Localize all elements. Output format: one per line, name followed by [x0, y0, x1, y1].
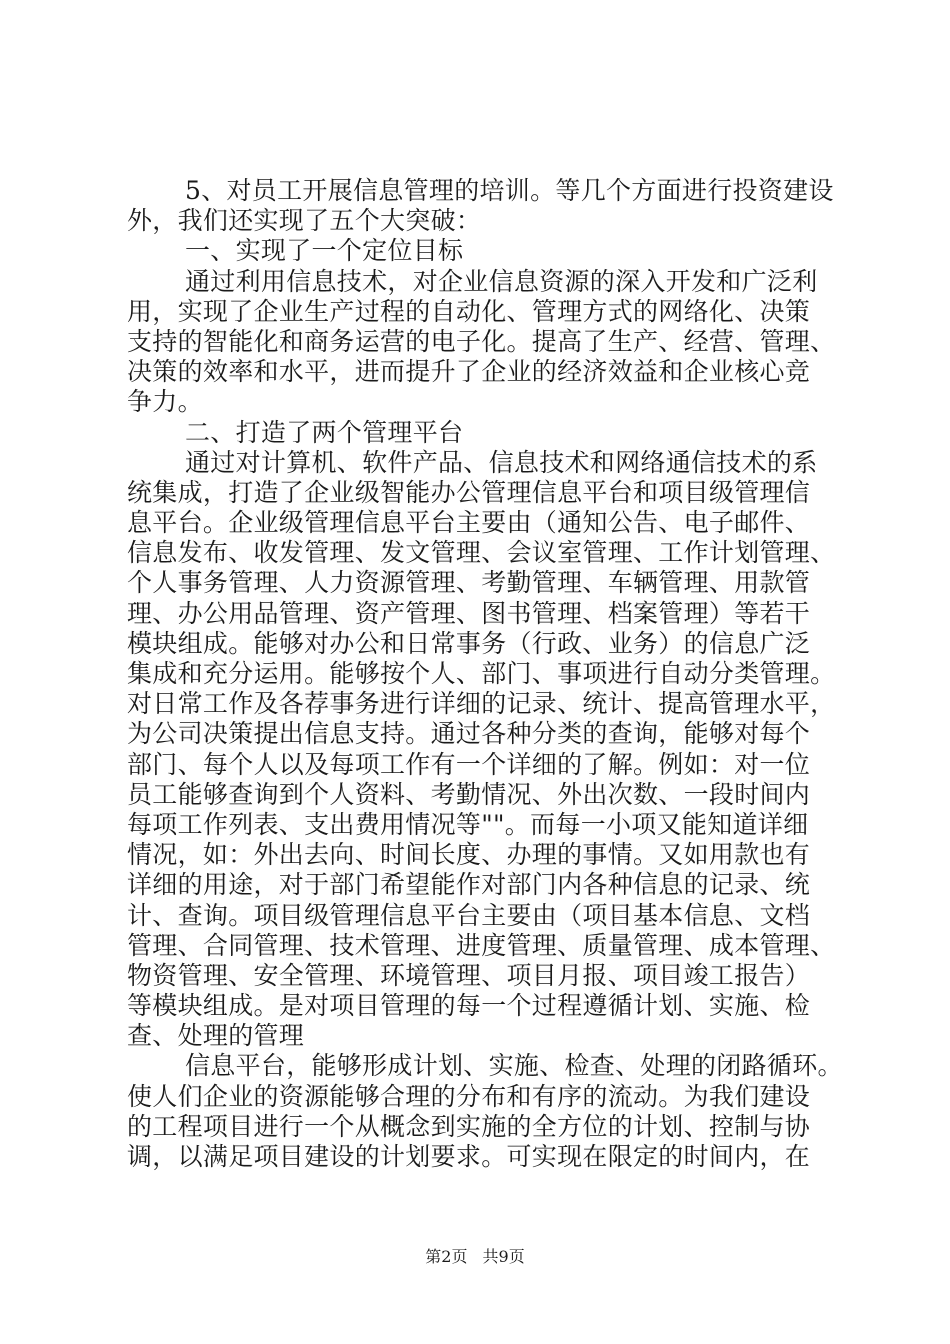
paragraph-line: 每项工作列表、支出费用情况等""。而每一小项又能知道详细 [127, 809, 809, 839]
paragraph-line: 员工能够查询到个人资料、考勤情况、外出次数、一段时间内 [127, 779, 811, 809]
paragraph-line: 部门、每个人以及每项工作有一个详细的了解。例如：对一位 [127, 749, 811, 779]
section-heading: 二、打造了两个管理平台 [185, 417, 464, 447]
paragraph-line: 物资管理、安全管理、环境管理、项目月报、项目竣工报告） [127, 960, 811, 990]
document-body [127, 176, 857, 1172]
paragraph-line: 调，以满足项目建设的计划要求。可实现在限定的时间内，在 [127, 1142, 811, 1171]
paragraph-line: 管理、合同管理、技术管理、进度管理、质量管理、成本管理、 [127, 930, 836, 960]
paragraph-line: 情况，如：外出去向、时间长度、办理的事情。又如用款也有 [127, 840, 811, 870]
page-total: 共9页 [482, 1247, 525, 1266]
paragraph-line: 5、对员工开展信息管理的培训。等几个方面进行投资建设 [185, 176, 834, 205]
paragraph-line: 支持的智能化和商务运营的电子化。提高了生产、经营、管理、 [127, 326, 836, 356]
section-heading: 一、实现了一个定位目标 [185, 236, 464, 266]
paragraph-line: 个人事务管理、人力资源管理、考勤管理、车辆管理、用款管 [127, 568, 811, 598]
paragraph-line: 的工程项目进行一个从概念到实施的全方位的计划、控制与协 [127, 1111, 811, 1141]
paragraph-line: 模块组成。能够对办公和日常事务（行政、业务）的信息广泛 [127, 628, 811, 658]
paragraph-line: 理、办公用品管理、资产管理、图书管理、档案管理）等若干 [127, 598, 811, 628]
page-footer [0, 1244, 950, 1267]
paragraph-line: 用，实现了企业生产过程的自动化、管理方式的网络化、决策 [127, 296, 811, 326]
paragraph-line: 查、处理的管理 [127, 1021, 305, 1051]
paragraph-line: 外，我们还实现了五个大突破： [127, 206, 482, 236]
paragraph-line: 计、查询。项目级管理信息平台主要由（项目基本信息、文档 [127, 900, 811, 930]
page-number: 第2页 [425, 1247, 468, 1266]
paragraph-line: 集成和充分运用。能够按个人、部门、事项进行自动分类管理。 [127, 659, 836, 688]
paragraph-line: 使人们企业的资源能够合理的分布和有序的流动。为我们建设 [127, 1081, 811, 1111]
paragraph-line: 信息平台，能够形成计划、实施、检查、处理的闭路循环。 [185, 1051, 843, 1081]
paragraph-line: 通过利用信息技术，对企业信息资源的深入开发和广泛利 [185, 266, 818, 296]
paragraph-line: 决策的效率和水平，进而提升了企业的经济效益和企业核心竞 [127, 357, 811, 387]
paragraph-line: 详细的用途，对于部门希望能作对部门内各种信息的记录、统 [127, 870, 811, 900]
paragraph-line: 争力。 [127, 387, 203, 417]
paragraph-line: 等模块组成。是对项目管理的每一个过程遵循计划、实施、检 [127, 991, 811, 1021]
paragraph-line: 息平台。企业级管理信息平台主要由（通知公告、电子邮件、 [127, 508, 811, 538]
paragraph-line: 对日常工作及各荐事务进行详细的记录、统计、提高管理水平， [127, 689, 836, 719]
paragraph-line: 信息发布、收发管理、发文管理、会议室管理、工作计划管理、 [127, 538, 836, 568]
paragraph-line: 统集成，打造了企业级智能办公管理信息平台和项目级管理信 [127, 477, 811, 507]
paragraph-line: 为公司决策提出信息支持。通过各种分类的查询，能够对每个 [127, 719, 811, 749]
paragraph-line: 通过对计算机、软件产品、信息技术和网络通信技术的系 [185, 447, 818, 477]
